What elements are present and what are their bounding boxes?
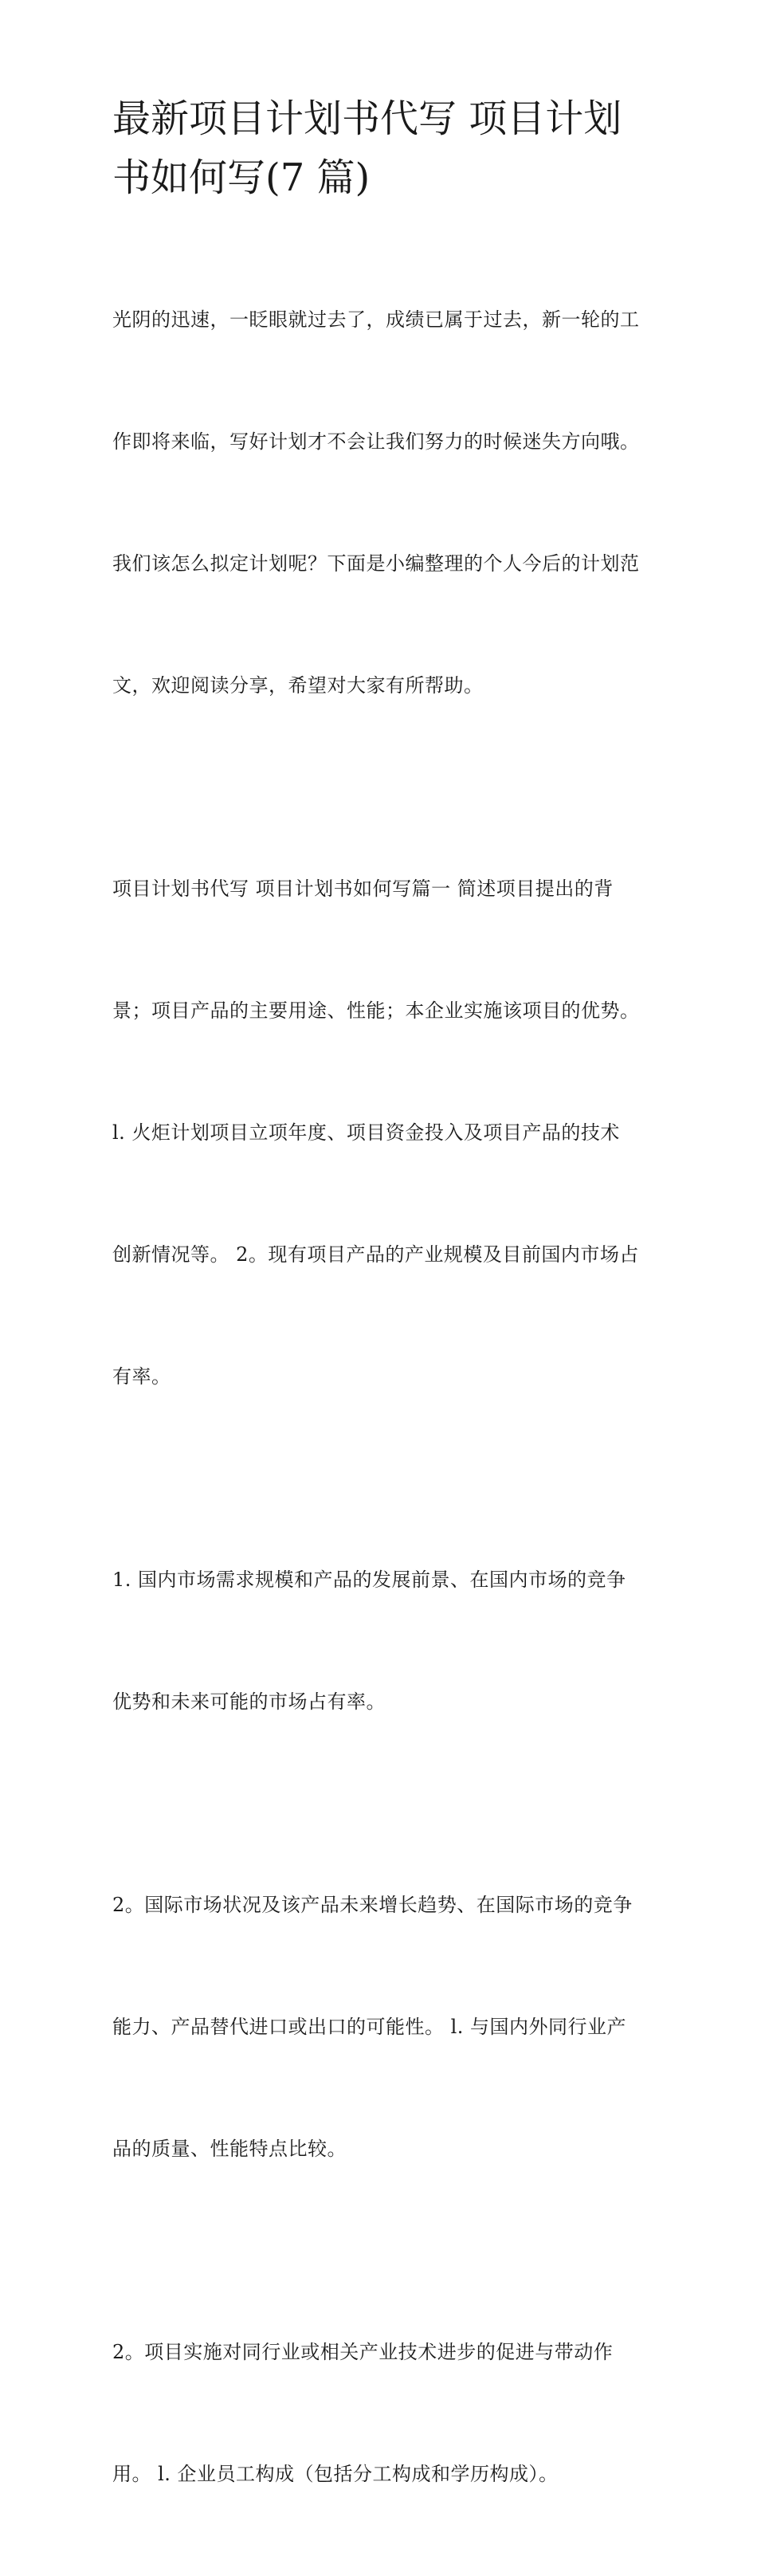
document-title [112, 89, 654, 207]
text-line: 优势和未来可能的市场占有率。 [112, 1690, 386, 1713]
text-line: 作即将来临，写好计划才不会让我们努力的时候迷失方向哦。 [112, 430, 640, 453]
text-line: 创新情况等。 2。现有项目产品的产业规模及目前国内市场占 [112, 1243, 639, 1266]
text-line: l. 火炬计划项目立项年度、项目资金投入及项目产品的技术 [112, 1121, 620, 1144]
text-line: 有率。 [112, 1365, 171, 1388]
paragraph-international-market [112, 1804, 654, 2251]
document-body [112, 89, 654, 2576]
paragraph-intro [112, 218, 654, 787]
text-line: 2。国际市场状况及该产品未来增长趋势、在国际市场的竞争 [112, 1894, 633, 1916]
title-line: 书如何写(7 篇) [112, 155, 371, 200]
paragraph-implementation [112, 2251, 654, 2576]
text-line: 2。项目实施对同行业或相关产业技术进步的促进与带动作 [112, 2341, 614, 2363]
text-line: 项目计划书代写 项目计划书如何写篇一 简述项目提出的背 [112, 878, 614, 900]
text-line: 用。 l. 企业员工构成（包括分工构成和学历构成）。 [112, 2463, 559, 2485]
paragraph-domestic-market [112, 1478, 654, 1804]
text-line: 1. 国内市场需求规模和产品的发展前景、在国内市场的竞争 [112, 1569, 626, 1591]
text-line: 光阴的迅速，一眨眼就过去了，成绩已属于过去，新一轮的工 [112, 308, 640, 331]
text-line: 文，欢迎阅读分享，希望对大家有所帮助。 [112, 674, 484, 697]
text-line: 景；项目产品的主要用途、性能；本企业实施该项目的优势。 [112, 999, 640, 1022]
title-line: 最新项目计划书代写 项目计划 [112, 96, 622, 141]
paragraph-section-one [112, 787, 654, 1478]
text-line: 品的质量、性能特点比较。 [112, 2138, 347, 2160]
text-line: 我们该怎么拟定计划呢？下面是小编整理的个人今后的计划范 [112, 552, 640, 575]
text-line: 能力、产品替代进口或出口的可能性。 l. 与国内外同行业产 [112, 2016, 627, 2038]
